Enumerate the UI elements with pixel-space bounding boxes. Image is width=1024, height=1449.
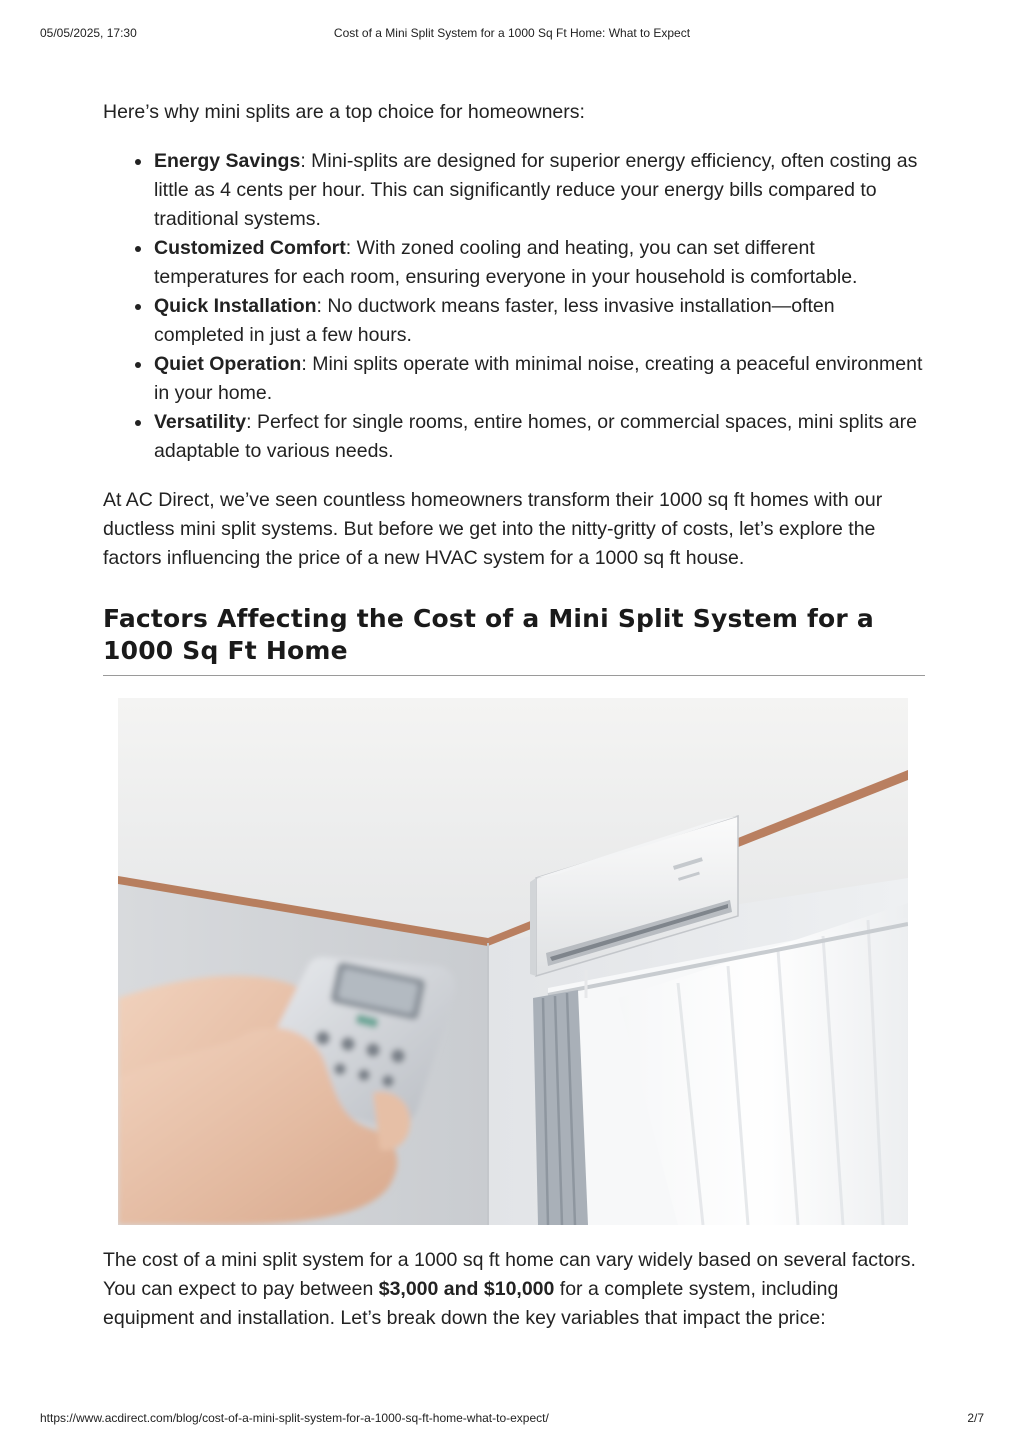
mini-split-remote-photo <box>118 698 908 1225</box>
list-item <box>154 292 925 350</box>
ac-direct-paragraph: At AC Direct, we’ve seen countless homeowners transform their 1000 sq ft homes with our ductless mini split systems. But before we get into the nitty-gritty of costs, let’s explore the factors influencing the price of a new HVAC system for a 1000 sq ft house. <box>103 489 883 569</box>
benefit-term: Customized Comfort <box>154 237 346 259</box>
article-photo <box>118 698 908 1225</box>
print-datetime: 05/05/2025, 17:30 <box>40 26 137 40</box>
benefit-text: : Perfect for single rooms, entire homes, or commercial spaces, mini splits are adaptable to various needs. <box>154 411 917 462</box>
benefit-term: Versatility <box>154 411 247 433</box>
benefit-text: : Mini-splits are designed for superior energy efficiency, often costing as little as 4 cents per hour. This can significantly reduce your energy bills compared to traditional systems. <box>154 150 918 230</box>
benefit-term: Quick Installation <box>154 295 317 317</box>
list-item <box>154 147 925 234</box>
print-header <box>40 26 984 44</box>
cost-text-after: for a complete system, including equipment and installation. Let’s break down the key variables that impact the price: <box>103 1278 839 1329</box>
article-content <box>103 98 925 1333</box>
benefit-text: : Mini splits operate with minimal noise, creating a peaceful environment in your home. <box>154 353 923 404</box>
print-footer <box>40 1411 984 1427</box>
cost-paragraph <box>103 1246 925 1333</box>
benefits-list <box>103 147 925 466</box>
section-heading: Factors Affecting the Cost of a Mini Split System for a 1000 Sq Ft Home <box>103 603 925 676</box>
list-item <box>154 408 925 466</box>
page-url: https://www.acdirect.com/blog/cost-of-a-mini-split-system-for-a-1000-sq-ft-home-what-to-expect/ <box>40 1411 549 1425</box>
cost-text-before: The cost of a mini split system for a 1000 sq ft home can vary widely based on several factors. You can expect to pay between <box>103 1249 916 1300</box>
list-item <box>154 234 925 292</box>
cost-range: $3,000 and $10,000 <box>378 1278 555 1300</box>
benefit-text: : With zoned cooling and heating, you can set different temperatures for each room, ensuring everyone in your household is comfortable. <box>154 237 858 288</box>
list-item <box>154 350 925 408</box>
benefit-term: Energy Savings <box>154 150 301 172</box>
benefit-text: : No ductwork means faster, less invasive installation—often completed in just a few hours. <box>154 295 835 346</box>
print-page-title: Cost of a Mini Split System for a 1000 Sq Ft Home: What to Expect <box>333 26 691 40</box>
intro-paragraph: Here’s why mini splits are a top choice for homeowners: <box>103 101 585 123</box>
benefit-term: Quiet Operation <box>154 353 302 375</box>
page-number: 2/7 <box>967 1411 984 1425</box>
